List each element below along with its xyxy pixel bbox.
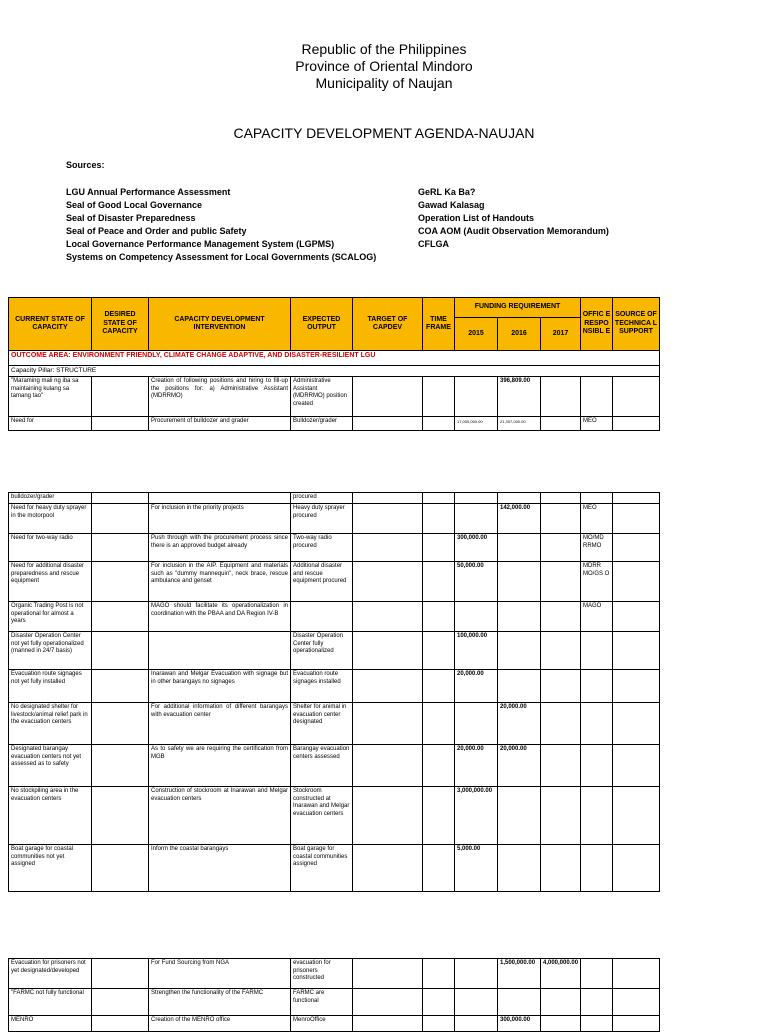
cell-source: [613, 845, 660, 892]
table-row: [9, 493, 660, 504]
cell-timeframe: [423, 703, 455, 745]
cell-funding-2017: [541, 670, 581, 703]
cell-office: MAGO: [581, 602, 613, 632]
source-item: CFLGA: [418, 239, 449, 249]
cell-funding-2016: 21,397,000.00: [498, 417, 541, 431]
cell-timeframe: [423, 959, 455, 989]
cell-intervention: [149, 632, 291, 670]
cell-intervention: Creation of the MENRO office: [149, 1016, 291, 1032]
table-row: [9, 417, 660, 431]
cell-funding-2016: 20,000.00: [498, 703, 541, 745]
cell-funding-2015: 100,000.00: [455, 632, 498, 670]
cell-target: [353, 504, 423, 534]
cell-funding-2016: [498, 845, 541, 892]
cell-source: [613, 562, 660, 602]
cell-output: Barangay evacuation centers assessed: [291, 745, 353, 787]
source-item: Operation List of Handouts: [418, 213, 534, 223]
cell-source: [613, 959, 660, 989]
cell-output: FARMC are functional: [291, 989, 353, 1016]
cell-desired: [92, 989, 149, 1016]
cell-current: Need for two-way radio: [9, 534, 92, 562]
table-row: [9, 670, 660, 703]
cell-output: Disaster Operation Center fully operationalized: [291, 632, 353, 670]
cell-funding-2017: [541, 493, 581, 504]
cell-output: procured: [291, 493, 353, 504]
source-item: Seal of Disaster Preparedness: [66, 213, 196, 223]
cell-funding-2016: [498, 562, 541, 602]
source-item: Gawad Kalasag: [418, 200, 485, 210]
cell-timeframe: [423, 562, 455, 602]
cell-office: [581, 787, 613, 845]
cell-office: [581, 670, 613, 703]
cell-current: "FARMC not fully functional: [9, 989, 92, 1016]
cell-timeframe: [423, 989, 455, 1016]
cell-target: [353, 493, 423, 504]
cell-office: [581, 745, 613, 787]
header-funding-requirement: FUNDING REQUIREMENT: [455, 298, 581, 318]
cell-source: [613, 787, 660, 845]
cell-funding-2017: [541, 989, 581, 1016]
table-row: [9, 534, 660, 562]
cell-target: [353, 703, 423, 745]
cell-funding-2016: 142,000.00: [498, 504, 541, 534]
cell-intervention: Push through with the procurement process since there is an approved budget already: [149, 534, 291, 562]
table-row: [9, 845, 660, 892]
cell-funding-2016: [498, 493, 541, 504]
cell-current: Designated barangay evacuation centers not yet assessed as to safety: [9, 745, 92, 787]
cell-funding-2017: [541, 787, 581, 845]
header-year-2016: 2016: [498, 318, 541, 351]
capdev-table-section-1: [8, 297, 660, 431]
cell-office: MO/MD RRMO: [581, 534, 613, 562]
cell-current: bulldozer/grader: [9, 493, 92, 504]
cell-output: Evacuation route signages installed: [291, 670, 353, 703]
cell-timeframe: [423, 504, 455, 534]
cell-output: Two-way radio procured: [291, 534, 353, 562]
cell-office: [581, 989, 613, 1016]
cell-intervention: Inform the coastal barangays: [149, 845, 291, 892]
cell-office: MEO: [581, 504, 613, 534]
source-item: Systems on Competency Assessment for Local Governments (SCALOG): [66, 252, 377, 262]
cell-current: No designated shelter for livestock/animal relief park in the evacuation centers: [9, 703, 92, 745]
header-year-2015: 2015: [455, 318, 498, 351]
source-item: Seal of Good Local Governance: [66, 200, 203, 210]
cell-desired: [92, 845, 149, 892]
cell-office: [581, 377, 613, 417]
cell-funding-2017: [541, 845, 581, 892]
header-office-responsible: OFFIC E RESPO NSIBL E: [581, 298, 613, 351]
cell-current: No stockpiling area in the evacuation centers: [9, 787, 92, 845]
table-row: [9, 745, 660, 787]
cell-desired: [92, 377, 149, 417]
cell-funding-2015: [455, 602, 498, 632]
cell-source: [613, 504, 660, 534]
table-row: [9, 989, 660, 1016]
capacity-pillar-row: Capacity Pillar: STRUCTURE: [9, 366, 660, 377]
cell-target: [353, 377, 423, 417]
cell-target: [353, 417, 423, 431]
cell-office: [581, 845, 613, 892]
cell-funding-2016: 1,500,000.00: [498, 959, 541, 989]
cell-output: Heavy duty sprayer procured: [291, 504, 353, 534]
cell-target: [353, 602, 423, 632]
cell-office: MEO: [581, 417, 613, 431]
cell-desired: [92, 534, 149, 562]
cell-output: Additional disaster and rescue equipment procured: [291, 562, 353, 602]
cell-funding-2017: [541, 745, 581, 787]
cell-intervention: For additional information of different barangays with evacuation center: [149, 703, 291, 745]
cell-office: [581, 493, 613, 504]
cell-intervention: Creation of following positions and hiring to fill-up the positions for: a) Administrative Assistant (MDRRMO): [149, 377, 291, 417]
source-item: Local Governance Performance Management System (LGPMS): [66, 239, 335, 249]
header-source-of-support: SOURCE OF TECHNICA L SUPPORT: [613, 298, 660, 351]
cell-funding-2016: 396,809.00: [498, 377, 541, 417]
cell-funding-2015: 17,000,000.00: [455, 417, 498, 431]
cell-current: Need for: [9, 417, 92, 431]
header-line-province: Province of Oriental Mindoro: [295, 58, 473, 74]
cell-funding-2016: [498, 534, 541, 562]
cell-funding-2015: 50,000.00: [455, 562, 498, 602]
cell-funding-2016: [498, 989, 541, 1016]
cell-desired: [92, 493, 149, 504]
cell-office: [581, 703, 613, 745]
cell-timeframe: [423, 534, 455, 562]
cell-output: Bulldozer/grader: [291, 417, 353, 431]
cell-desired: [92, 417, 149, 431]
table-row: [9, 377, 660, 417]
cell-current: Organic Trading Post is not operational for almost a years: [9, 602, 92, 632]
cell-funding-2015: 20,000.00: [455, 745, 498, 787]
table-row: [9, 562, 660, 602]
cell-funding-2017: 4,000,000.00: [541, 959, 581, 989]
cell-current: Evacuation route signages not yet fully installed: [9, 670, 92, 703]
cell-timeframe: [423, 417, 455, 431]
cell-timeframe: [423, 787, 455, 845]
table-row: [9, 602, 660, 632]
document-title: CAPACITY DEVELOPMENT AGENDA-NAUJAN: [233, 125, 535, 141]
cell-target: [353, 562, 423, 602]
cell-intervention: Construction of stockroom at Inarawan and Melgar evacuation centers: [149, 787, 291, 845]
header-line-republic: Republic of the Philippines: [301, 41, 467, 57]
cell-intervention: MAGO should facilitate its operationalization in coordination with the PBAA and DA Region IV-B: [149, 602, 291, 632]
header-time-frame: TIME FRAME: [423, 298, 455, 351]
cell-output: Administrative Assistant (MDRRMO) position created: [291, 377, 353, 417]
cell-funding-2017: [541, 534, 581, 562]
cell-source: [613, 534, 660, 562]
source-item: LGU Annual Performance Assessment: [66, 187, 231, 197]
cell-target: [353, 959, 423, 989]
cell-funding-2015: 20,000.00: [455, 670, 498, 703]
cell-funding-2015: [455, 959, 498, 989]
cell-desired: [92, 504, 149, 534]
cell-desired: [92, 787, 149, 845]
cell-intervention: For inclusion in the priority projects: [149, 504, 291, 534]
cell-intervention: [149, 493, 291, 504]
cell-output: Stockroom constructed at Inarawan and Melgar evacuation centers: [291, 787, 353, 845]
cell-office: MDRR MO/GS O: [581, 562, 613, 602]
cell-intervention: Inarawan and Melgar Evacuation with signage but in other barangays no signages: [149, 670, 291, 703]
cell-output: Boat garage for coastal communities assigned: [291, 845, 353, 892]
cell-funding-2017: [541, 417, 581, 431]
cell-timeframe: [423, 493, 455, 504]
cell-intervention: As to safety we are requiring the certification from MGB: [149, 745, 291, 787]
cell-intervention: For Fund Sourcing from NGA: [149, 959, 291, 989]
cell-output: Shelter for animal in evacuation center designated: [291, 703, 353, 745]
cell-funding-2015: [455, 504, 498, 534]
cell-desired: [92, 703, 149, 745]
table-row: [9, 787, 660, 845]
cell-timeframe: [423, 377, 455, 417]
cell-intervention: Strengthen the functionality of the FARMC: [149, 989, 291, 1016]
cell-timeframe: [423, 845, 455, 892]
cell-target: [353, 745, 423, 787]
cell-office: [581, 959, 613, 989]
cell-output: [291, 602, 353, 632]
cell-timeframe: [423, 670, 455, 703]
cell-target: [353, 534, 423, 562]
cell-source: [613, 632, 660, 670]
cell-funding-2015: 300,000.00: [455, 534, 498, 562]
cell-intervention: For inclusion in the AIP. Equipment and materials such as "dummy mannequin", neck brace, rescue ambulance and genset: [149, 562, 291, 602]
cell-funding-2016: 300,000.00: [498, 1016, 541, 1032]
cell-current: MENRO: [9, 1016, 92, 1032]
cell-funding-2017: [541, 602, 581, 632]
cell-target: [353, 787, 423, 845]
cell-desired: [92, 745, 149, 787]
cell-target: [353, 632, 423, 670]
cell-intervention: Procurement of bulldozer and grader: [149, 417, 291, 431]
cell-desired: [92, 670, 149, 703]
cell-funding-2015: 5,000.00: [455, 845, 498, 892]
table-row: [9, 504, 660, 534]
cell-desired: [92, 562, 149, 602]
cell-funding-2015: [455, 377, 498, 417]
cell-output: MenroOffice: [291, 1016, 353, 1032]
cell-desired: [92, 602, 149, 632]
cell-current: Evacuation for prisoners not yet designated/developed: [9, 959, 92, 989]
cell-target: [353, 989, 423, 1016]
cell-funding-2017: [541, 632, 581, 670]
cell-source: [613, 703, 660, 745]
cell-output: evacuation for prisoners constructed: [291, 959, 353, 989]
cell-source: [613, 377, 660, 417]
cell-current: Boat garage for coastal communities not yet assigned: [9, 845, 92, 892]
header-target: TARGET OF CAPDEV: [353, 298, 423, 351]
cell-target: [353, 845, 423, 892]
cell-funding-2016: [498, 787, 541, 845]
cell-funding-2017: [541, 504, 581, 534]
cell-current: "Maraming mali ng iba sa maintaining kulang sa tamang tao": [9, 377, 92, 417]
table-row: [9, 632, 660, 670]
cell-funding-2017: [541, 703, 581, 745]
cell-source: [613, 989, 660, 1016]
header-expected-output: EXPECTED OUTPUT: [291, 298, 353, 351]
cell-source: [613, 745, 660, 787]
cell-funding-2016: [498, 632, 541, 670]
cell-funding-2016: 20,000.00: [498, 745, 541, 787]
cell-funding-2017: [541, 377, 581, 417]
cell-current: Need for additional disaster preparedness and rescue equipment: [9, 562, 92, 602]
cell-funding-2017: [541, 562, 581, 602]
sources-label: Sources:: [66, 160, 105, 170]
sources-list-left: [66, 186, 376, 264]
sources-list-right: [418, 186, 609, 251]
cell-current: Need for heavy duty sprayer in the motorpool: [9, 504, 92, 534]
cell-timeframe: [423, 632, 455, 670]
table-row: [9, 703, 660, 745]
cell-target: [353, 670, 423, 703]
cell-desired: [92, 632, 149, 670]
cell-funding-2015: [455, 493, 498, 504]
cell-funding-2015: [455, 989, 498, 1016]
header-desired-state: DESIRED STATE OF CAPACITY: [92, 298, 149, 351]
capdev-table-section-2: [8, 492, 660, 892]
cell-funding-2015: 3,000,000.00: [455, 787, 498, 845]
source-item: Seal of Peace and Order and public Safety: [66, 226, 247, 236]
outcome-area-row: OUTCOME AREA: ENVIRONMENT FRIENDLY, CLIMATE CHANGE ADAPTIVE, AND DISASTER-RESILIENT LGU: [9, 351, 660, 366]
capdev-table-section-3: [8, 958, 660, 1032]
cell-office: [581, 632, 613, 670]
source-item: COA AOM (Audit Observation Memorandum): [418, 226, 609, 236]
header-current-state: CURRENT STATE OF CAPACITY: [9, 298, 92, 351]
cell-current: Disaster Operation Center not yet fully operationalized (manned in 24/7 basis): [9, 632, 92, 670]
cell-source: [613, 417, 660, 431]
header-year-2017: 2017: [541, 318, 581, 351]
cell-timeframe: [423, 745, 455, 787]
cell-desired: [92, 959, 149, 989]
cell-funding-2015: [455, 703, 498, 745]
cell-source: [613, 670, 660, 703]
cell-source: [613, 602, 660, 632]
cell-source: [613, 493, 660, 504]
table-row: [9, 959, 660, 989]
header-intervention: CAPACITY DEVELOPMENT INTERVENTION: [149, 298, 291, 351]
cell-funding-2016: [498, 602, 541, 632]
header-line-municipality: Municipality of Naujan: [315, 75, 453, 91]
cell-timeframe: [423, 602, 455, 632]
source-item: GeRL Ka Ba?: [418, 187, 476, 197]
cell-funding-2016: [498, 670, 541, 703]
